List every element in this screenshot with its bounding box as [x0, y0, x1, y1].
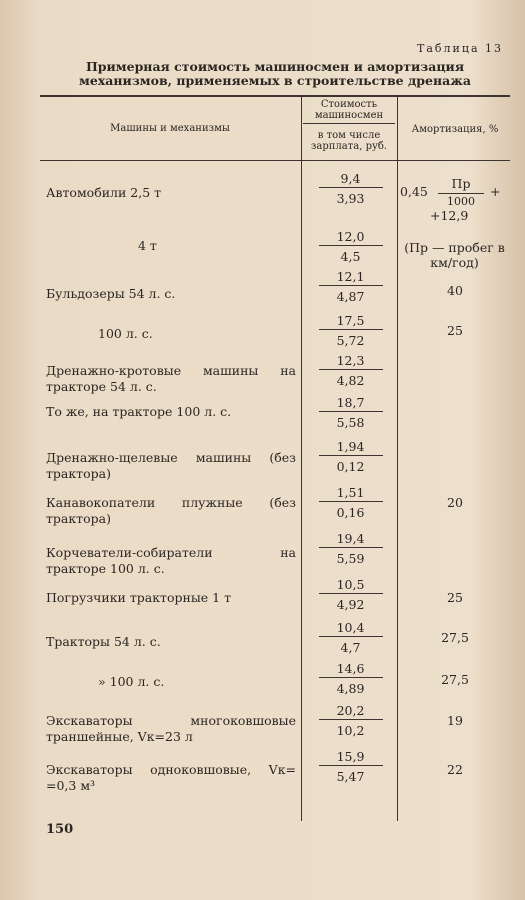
- cost-value: 12,0: [336, 229, 365, 244]
- page-number: 150: [46, 822, 74, 837]
- cost-value: 9,4: [340, 171, 361, 186]
- header-cost-wage: в том числе зарплата, руб.: [310, 130, 388, 152]
- header-amortization: Амортизация, %: [411, 124, 499, 135]
- cost-value: 14,6: [336, 661, 365, 676]
- cost-fraction: [303, 352, 398, 389]
- wage-value: 4,89: [336, 681, 365, 696]
- wage-value: 4,7: [340, 640, 361, 655]
- cost-fraction: [303, 619, 398, 656]
- amortization-value: 27,5: [441, 630, 469, 645]
- amortization-value: 20: [447, 495, 463, 510]
- cost-value: 1,51: [336, 485, 365, 500]
- cost-fraction: [303, 170, 398, 207]
- formula-numerator: Пр: [451, 176, 471, 191]
- wage-value: 4,82: [336, 373, 365, 388]
- subheader-rule: [303, 123, 395, 124]
- wage-value: 5,58: [336, 415, 365, 430]
- wage-value: 4,87: [336, 289, 365, 304]
- cost-fraction: [303, 268, 398, 305]
- cost-value: 10,5: [336, 577, 365, 592]
- header-rule: [40, 160, 510, 161]
- cost-value: 20,2: [336, 703, 365, 718]
- row-label: 100 л. с.: [98, 326, 153, 341]
- row-label: Бульдозеры 54 л. с.: [46, 286, 176, 301]
- header-machines: Машины и механизмы: [110, 123, 230, 134]
- cost-fraction: [303, 660, 398, 697]
- amortization-value: 25: [447, 590, 463, 605]
- wage-value: 3,93: [336, 191, 365, 206]
- cost-fraction: [303, 484, 398, 521]
- amortization-value: 22: [447, 762, 463, 777]
- formula-bar: [438, 193, 484, 194]
- cost-value: 12,1: [336, 269, 365, 284]
- cost-fraction: [303, 438, 398, 475]
- cost-value: 12,3: [336, 353, 365, 368]
- amortization-value: (Пр — пробег в км/год): [404, 240, 505, 270]
- formula-denominator: 1000: [447, 195, 475, 208]
- row-label: 4 т: [138, 238, 157, 253]
- cost-fraction: [303, 394, 398, 431]
- amortization-value: 25: [447, 323, 463, 338]
- row-label: Автомобили 2,5 т: [46, 185, 162, 200]
- table-label: Таблица 13: [417, 42, 503, 55]
- wage-value: 4,5: [340, 249, 361, 264]
- cost-value: 17,5: [336, 313, 365, 328]
- cost-value: 19,4: [336, 531, 365, 546]
- row-label: Дренажно-щелевые машины (без трактора): [46, 450, 296, 481]
- wage-value: 0,12: [336, 459, 365, 474]
- wage-value: 0,16: [336, 505, 365, 520]
- row-label: Канавокопатели плужные (без трактора): [46, 495, 296, 526]
- cost-value: 1,94: [336, 439, 365, 454]
- amortization-formula: [398, 176, 518, 224]
- row-label: Экскаваторы многоковшовые траншейные, Vк=23 л: [46, 713, 296, 744]
- formula-plus: +: [490, 184, 501, 199]
- cost-value: 15,9: [336, 749, 365, 764]
- cost-fraction: [303, 576, 398, 613]
- row-label: » 100 л. с.: [98, 674, 165, 689]
- amortization-value: 19: [447, 713, 463, 728]
- cost-fraction: [303, 228, 398, 265]
- cost-fraction: [303, 748, 398, 785]
- wage-value: 4,92: [336, 597, 365, 612]
- row-label: Экскаваторы одноковшовые, Vк= =0,3 м³: [46, 762, 296, 793]
- amortization-value: 40: [447, 283, 463, 298]
- row-label: Тракторы 54 л. с.: [46, 634, 161, 649]
- formula-coef: 0,45: [400, 184, 428, 199]
- column-divider-1: [301, 96, 302, 821]
- wage-value: 5,72: [336, 333, 365, 348]
- table-title: Примерная стоимость машиносмен и амортизация механизмов, применяемых в строительстве дренажа: [79, 59, 471, 88]
- row-label: Дренажно-кротовые машины на тракторе 54 л. с.: [46, 363, 296, 394]
- header-cost: Стоимость машиносмен: [314, 99, 384, 121]
- wage-value: 5,47: [336, 769, 365, 784]
- cost-value: 10,4: [336, 620, 365, 635]
- cost-value: 18,7: [336, 395, 365, 410]
- amortization-value: 27,5: [441, 672, 469, 687]
- top-rule: [40, 95, 510, 97]
- row-label: То же, на тракторе 100 л. с.: [46, 404, 232, 419]
- formula-tail: +12,9: [430, 208, 469, 223]
- cost-fraction: [303, 530, 398, 567]
- cost-fraction: [303, 702, 398, 739]
- row-label: Погрузчики тракторные 1 т: [46, 590, 231, 605]
- cost-fraction: [303, 312, 398, 349]
- wage-value: 10,2: [336, 723, 365, 738]
- wage-value: 5,59: [336, 551, 365, 566]
- row-label: Корчеватели-собиратели на тракторе 100 л. с.: [46, 545, 296, 576]
